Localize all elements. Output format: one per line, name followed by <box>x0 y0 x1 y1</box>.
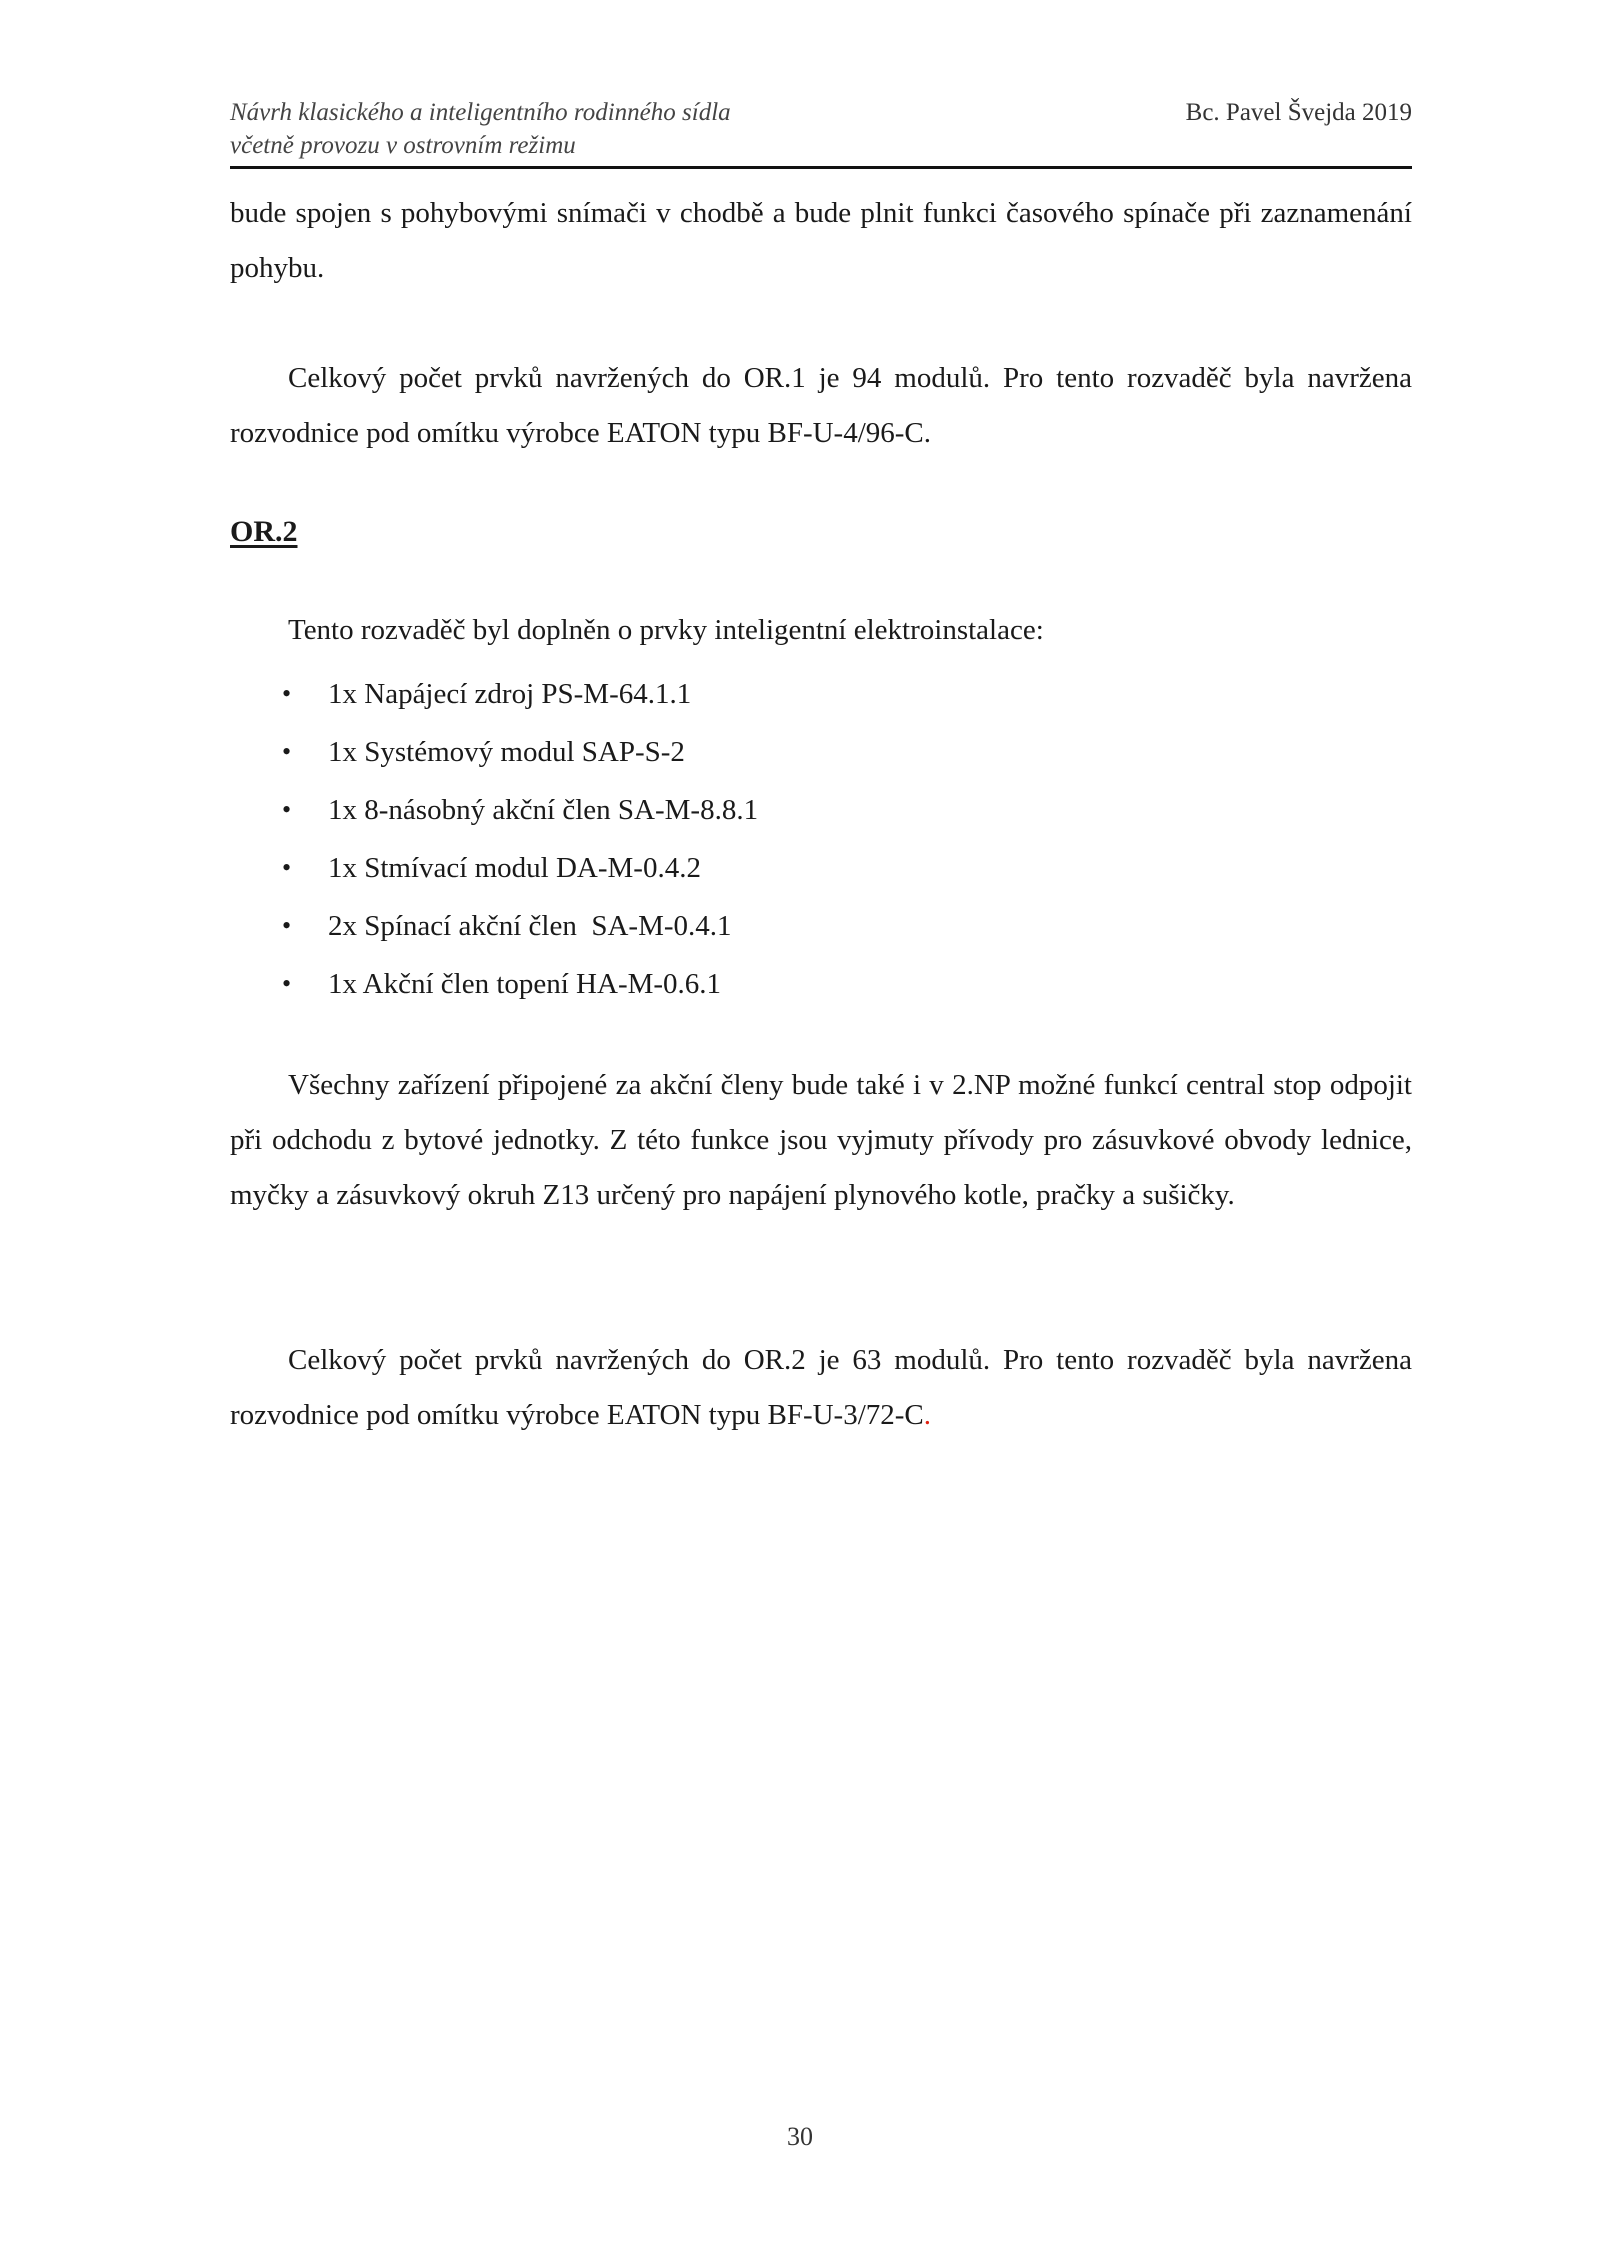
paragraph-or1-summary: Celkový počet prvků navržených do OR.1 je 94 modulů. Pro tento rozvaděč byla navržena rozvodnice pod omítku výrobce EATON typu BF-U-4/96-C. <box>230 362 1412 449</box>
bullet-icon: • <box>282 911 292 940</box>
list-item-text: 1x Akční člen topení HA-M-0.6.1 <box>328 968 722 1000</box>
header-title-line2: včetně provozu v ostrovním režimu <box>230 132 576 159</box>
list-item <box>230 955 758 1013</box>
paragraph-continuation: bude spojen s pohybovými snímači v chodbě a bude plnit funkci časového spínače při zaznamenání pohybu. <box>230 197 1412 284</box>
page-header <box>230 96 1412 169</box>
section-title-or2: OR.2 <box>230 515 298 548</box>
list-item <box>230 781 758 839</box>
list-item <box>230 839 758 897</box>
bullet-icon: • <box>282 679 292 708</box>
list-item <box>230 723 758 781</box>
list-item-text: 1x Napájecí zdroj PS-M-64.1.1 <box>328 678 692 710</box>
header-title-line1: Návrh klasického a inteligentního rodinného sídla <box>230 99 731 126</box>
bullet-icon: • <box>282 795 292 824</box>
or2-list-intro: Tento rozvaděč byl doplněn o prvky inteligentní elektroinstalace: <box>288 614 1044 646</box>
list-item-text: 1x 8-násobný akční člen SA-M-8.8.1 <box>328 794 759 826</box>
bullet-icon: • <box>282 853 292 882</box>
list-item-text: 1x Stmívací modul DA-M-0.4.2 <box>328 852 701 884</box>
header-title <box>230 96 731 162</box>
red-period: . <box>923 1399 932 1431</box>
bullet-icon: • <box>282 737 292 766</box>
list-item-text: 1x Systémový modul SAP-S-2 <box>328 736 685 768</box>
list-item <box>230 897 758 955</box>
list-item-text: 2x Spínací akční člen SA-M-0.4.1 <box>328 910 732 942</box>
paragraph-central-stop: Všechny zařízení připojené za akční členy bude také i v 2.NP možné funkcí central stop odpojit při odchodu z bytové jednotky. Z této funkce jsou vyjmuty přívody pro zásuvkové obvody lednice, myčky a zásuvkový okruh Z13 určený pro napájení plynového kotle, pračky a sušičky. <box>230 1069 1412 1211</box>
list-item <box>230 665 758 723</box>
header-author-year: Bc. Pavel Švejda 2019 <box>1185 99 1412 126</box>
or2-component-list <box>230 665 758 1013</box>
paragraph-or2-summary-text: Celkový počet prvků navržených do OR.2 je 63 modulů. Pro tento rozvaděč byla navržena rozvodnice pod omítku výrobce EATON typu BF-U-3/72-C <box>230 1344 1412 1431</box>
bullet-icon: • <box>282 969 292 998</box>
paragraph-or2-summary <box>230 1333 1412 1443</box>
page-number: 30 <box>787 2122 813 2151</box>
